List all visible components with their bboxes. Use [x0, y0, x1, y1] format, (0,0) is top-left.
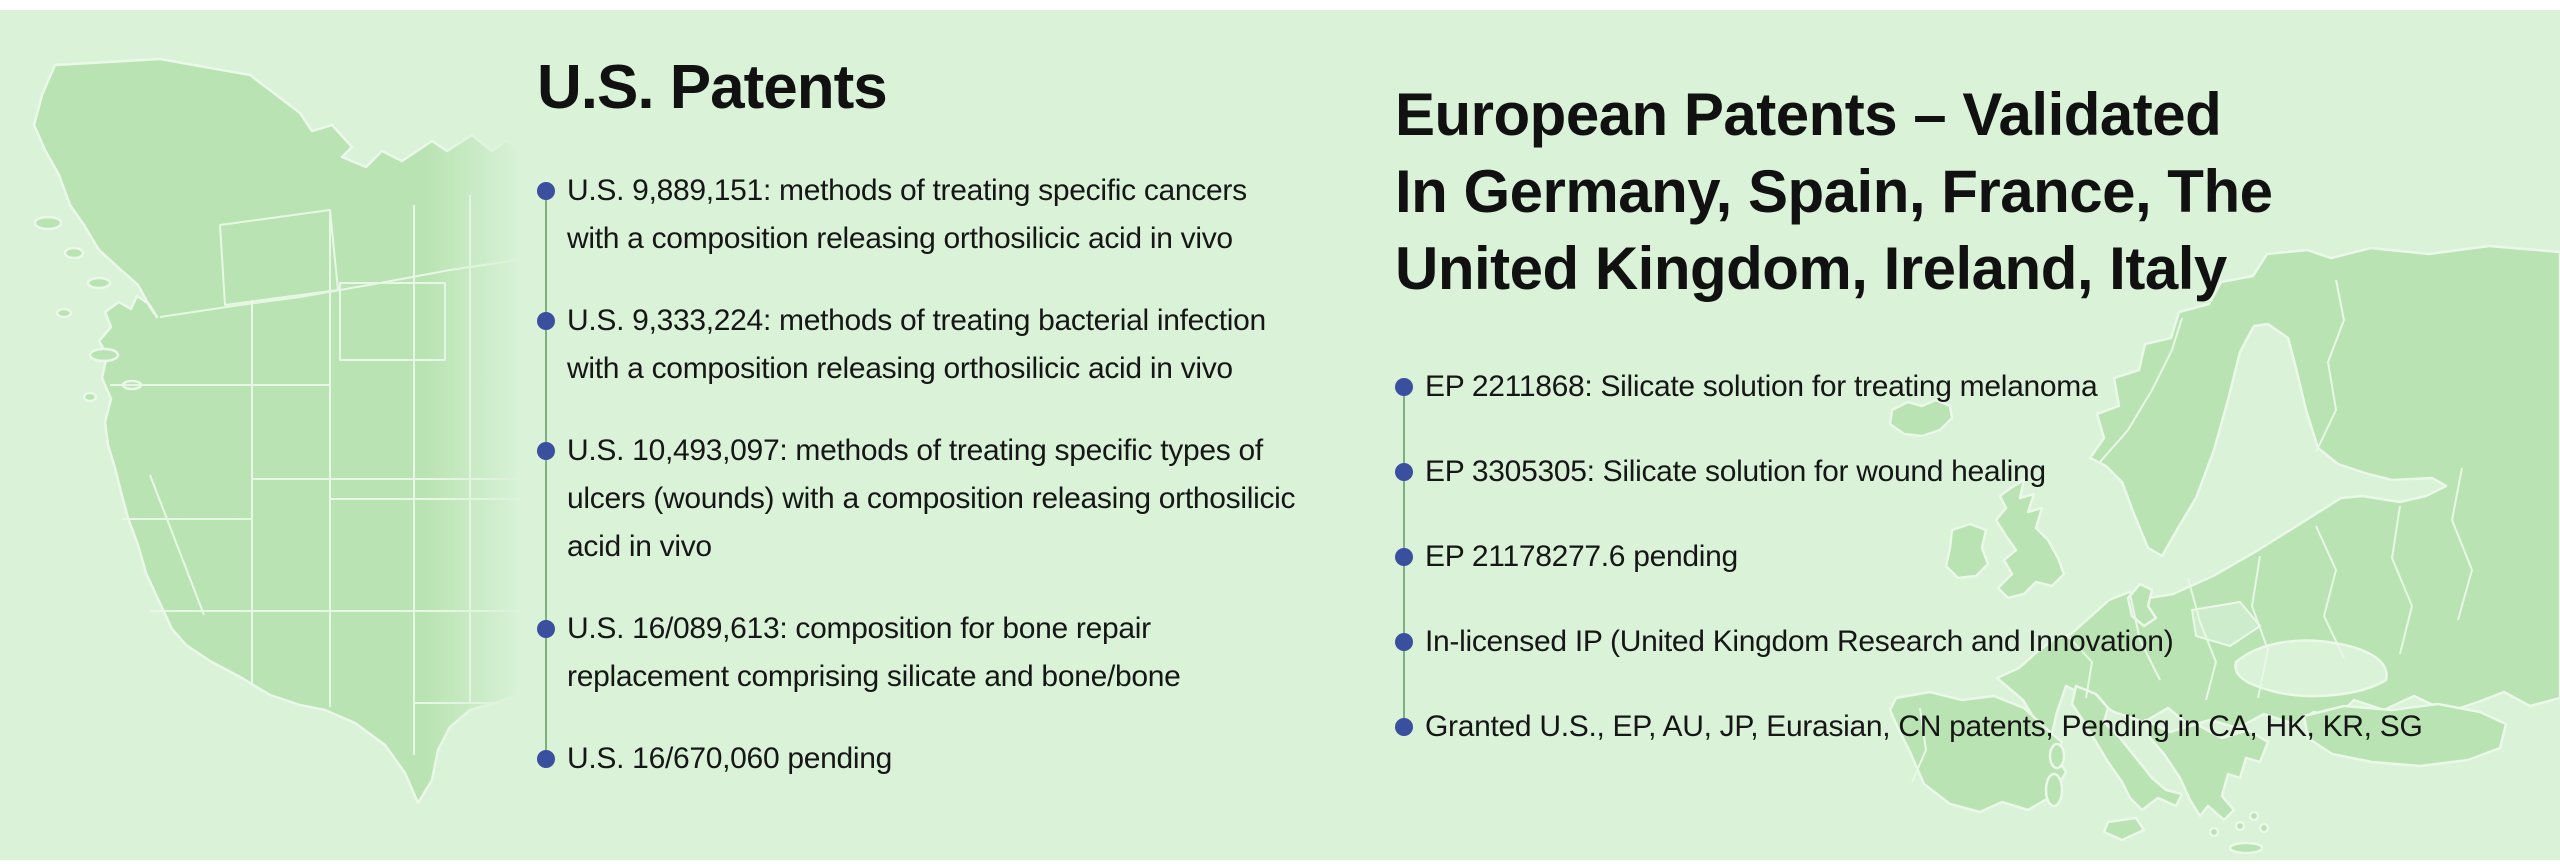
- patent-text-line: acid in vivo: [567, 530, 712, 563]
- patent-entry: [1425, 618, 2173, 666]
- list-item: [537, 605, 1417, 701]
- list-item: [537, 427, 1417, 571]
- list-item: [1395, 448, 2560, 496]
- title-line: United Kingdom, Ireland, Italy: [1395, 235, 2227, 302]
- patent-entry: [1425, 533, 1738, 581]
- patent-entry: [1425, 703, 2423, 751]
- title-line: European Patents – Validated: [1395, 81, 2222, 148]
- patent-entry: [567, 427, 1295, 571]
- list-item: [1395, 618, 2560, 666]
- us-patents-list: [537, 167, 1417, 783]
- patent-text-line: EP 21178277.6 pending: [1425, 540, 1738, 573]
- bullet-dot: [537, 620, 555, 638]
- map-fade-edge: [425, 55, 522, 860]
- european-patents-title: [1395, 76, 2560, 307]
- bullet-dot: [1395, 463, 1413, 481]
- patent-entry: [567, 605, 1181, 701]
- patent-entry: [567, 297, 1266, 393]
- list-item: [1395, 703, 2560, 751]
- patent-text-line: U.S. 10,493,097: methods of treating specific types of: [567, 434, 1263, 467]
- patent-text-line: EP 2211868: Silicate solution for treating melanoma: [1425, 370, 2098, 403]
- list-item: [537, 297, 1417, 393]
- patent-text-line: U.S. 16/089,613: composition for bone repair: [567, 612, 1151, 645]
- patent-entry: [1425, 448, 2046, 496]
- patent-entry: [567, 735, 892, 783]
- greek-island: [2236, 822, 2244, 830]
- european-patents-section: [1395, 76, 2560, 751]
- patent-text-line: with a composition releasing orthosilicic acid in vivo: [567, 352, 1233, 385]
- bullet-dot: [537, 312, 555, 330]
- us-patents-title: U.S. Patents: [537, 53, 887, 122]
- bullet-dot: [1395, 718, 1413, 736]
- patent-text-line: replacement comprising silicate and bone/bone: [567, 660, 1181, 693]
- top-border-strip: [0, 0, 2560, 10]
- bullet-dot: [537, 442, 555, 460]
- patent-text-line: with a composition releasing orthosilicic acid in vivo: [567, 222, 1233, 255]
- patent-text-line: U.S. 9,889,151: methods of treating specific cancers: [567, 174, 1247, 207]
- patent-text-line: U.S. 9,333,224: methods of treating bacterial infection: [567, 304, 1266, 337]
- us-patents-section: [537, 52, 1417, 783]
- list-item: [1395, 533, 2560, 581]
- bullet-dot: [1395, 633, 1413, 651]
- title-line: In Germany, Spain, France, The: [1395, 158, 2273, 225]
- sardinia: [2046, 774, 2062, 806]
- bullet-dot: [1395, 548, 1413, 566]
- greek-island: [2260, 824, 2268, 832]
- patent-text-line: In-licensed IP (United Kingdom Research and Innovation): [1425, 625, 2174, 658]
- patent-text-line: EP 3305305: Silicate solution for wound healing: [1425, 455, 2046, 488]
- list-item: [1395, 363, 2560, 411]
- patent-text-line: ulcers (wounds) with a composition releasing orthosilicic: [567, 482, 1296, 515]
- greek-island: [2210, 828, 2218, 836]
- list-item: [537, 735, 1417, 783]
- list-item: [537, 167, 1417, 263]
- patent-entry: [1425, 363, 2097, 411]
- european-patents-list: [1395, 363, 2560, 751]
- bottom-border-strip: [0, 860, 2560, 866]
- patent-text-line: U.S. 16/670,060 pending: [567, 742, 893, 775]
- bullet-dot: [1395, 378, 1413, 396]
- sicily: [2104, 818, 2144, 840]
- crete: [2230, 843, 2262, 853]
- bullet-dot: [537, 182, 555, 200]
- patent-text-line: Granted U.S., EP, AU, JP, Eurasian, CN patents, Pending in CA, HK, KR, SG: [1425, 710, 2423, 743]
- us-map-silhouette: [0, 55, 522, 860]
- patent-entry: [567, 167, 1247, 263]
- greek-island: [2250, 812, 2258, 820]
- bullet-dot: [537, 750, 555, 768]
